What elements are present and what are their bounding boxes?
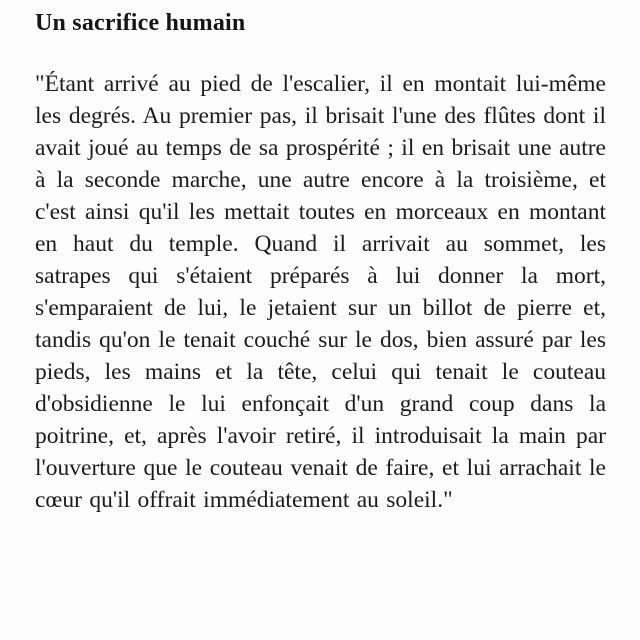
page-title: Un sacrifice humain [35,10,246,36]
body-paragraph: "Étant arrivé au pied de l'escalier, il en montait lui-même les degrés. Au premier pas, il brisait l'une des flûtes dont il avait joué au temps de sa prospérité ; il en brisait une autre à la seconde marche, une autre encore à la troisième, et c'est ainsi qu'il les mettait toutes en morceaux en montant en haut du temple. Quand il arrivait au sommet, les satrapes qui s'étaient préparés à lui donner la mort, s'emparaient de lui, le jetaient sur un billot de pierre et, tandis qu'on le tenait couché sur le dos, bien assuré par les pieds, les mains et la tête, celui qui tenait le couteau d'obsidienne le lui enfonçait d'un grand coup dans la poitrine, et, après l'avoir retiré, il introduisait la main par l'ouverture que le couteau venait de faire, et lui arrachait le cœur qu'il offrait immédiatement au soleil." [35,71,606,513]
